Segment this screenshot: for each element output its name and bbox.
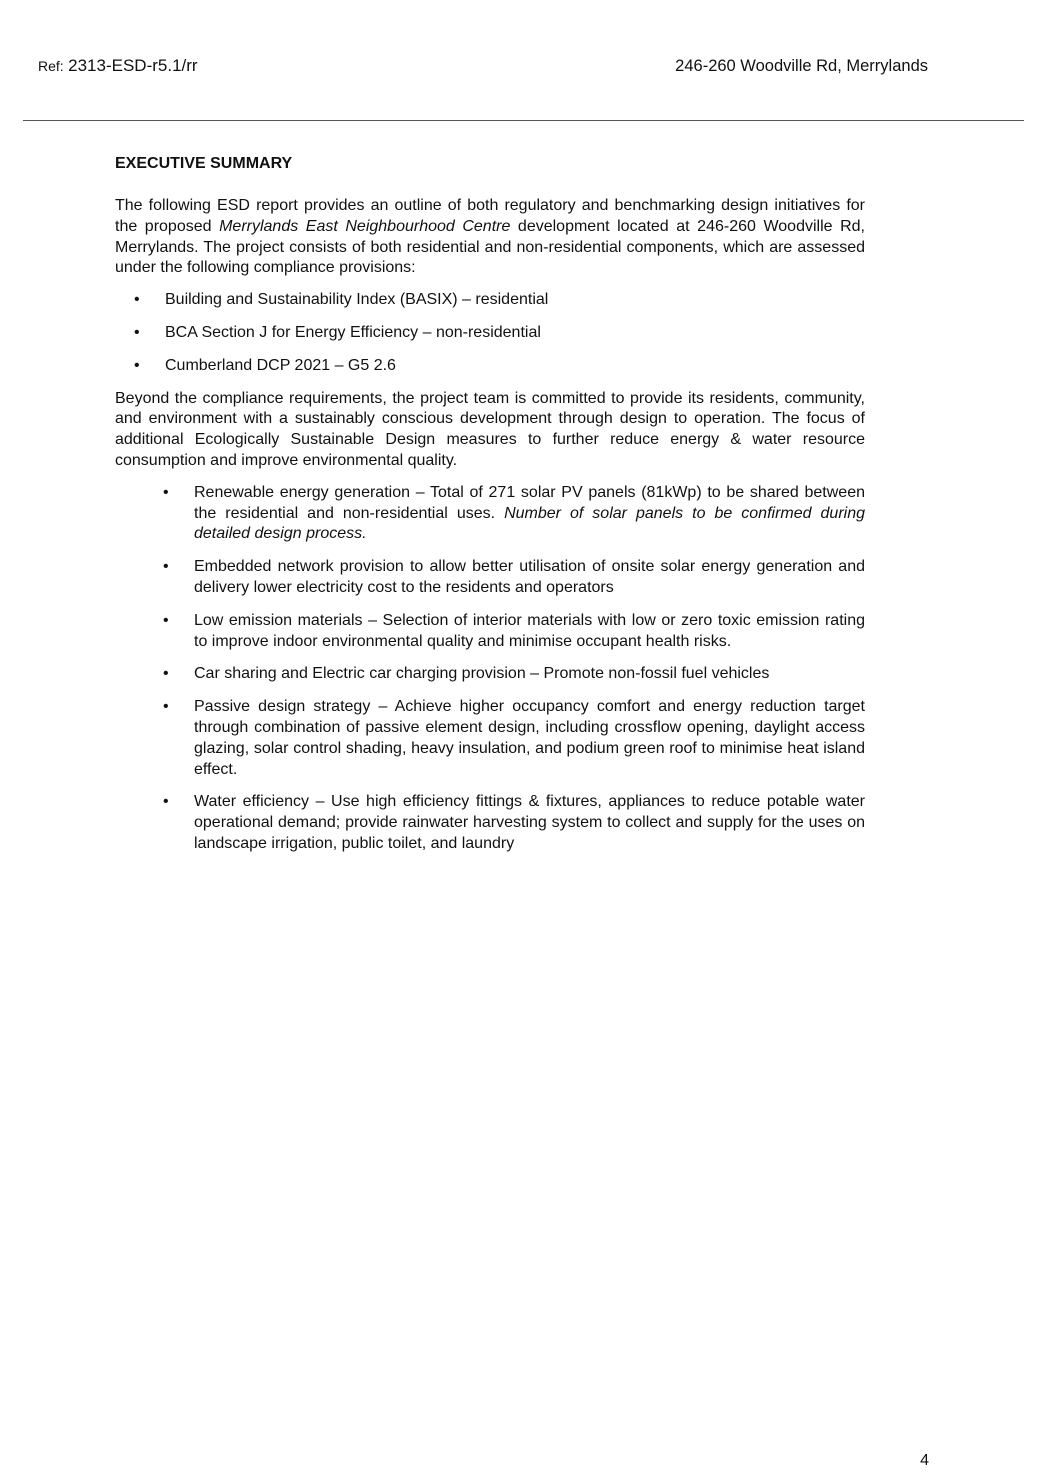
compliance-item (115, 290, 865, 311)
measure-item (115, 483, 865, 545)
beyond-compliance-paragraph: Beyond the compliance requirements, the project team is committed to provide its residents, community, and environment with a sustainably conscious development through design to operation. The focus of additional Ecologically Sustainable Design measures to further reduce energy & water resource consumption and improve environmental quality. (115, 389, 865, 469)
bullet-icon: • (163, 665, 169, 683)
measure-item-text: Embedded network provision to allow better utilisation of onsite solar energy generation and delivery lower electricity cost to the residents and operators (194, 558, 865, 596)
intro-text-1: The following ESD report provides an outline of both regulatory and benchmarking design initiatives for the proposed (115, 197, 865, 235)
bullet-icon: • (163, 793, 169, 811)
esd-measures-list (115, 483, 865, 855)
measure-renewable-note: Number of solar panels to be confirmed during detailed design process. (194, 504, 865, 543)
measure-item (115, 557, 865, 599)
compliance-item (115, 323, 865, 344)
measure-item (115, 611, 865, 653)
compliance-list (115, 290, 865, 376)
bullet-icon: • (163, 698, 169, 716)
bullet-icon: • (134, 323, 140, 341)
compliance-item (115, 356, 865, 377)
measure-item (115, 697, 865, 780)
page-number: 4 (920, 1452, 929, 1469)
measure-item-text: Car sharing and Electric car charging provision – Promote non-fossil fuel vehicles (194, 665, 770, 683)
bullet-icon: • (163, 483, 169, 501)
bullet-icon: • (163, 558, 169, 576)
compliance-item-text: Building and Sustainability Index (BASIX) – residential (165, 291, 549, 309)
section-title: EXECUTIVE SUMMARY (115, 155, 293, 172)
document-reference (38, 56, 198, 76)
measure-item-text: Low emission materials – Selection of interior materials with low or zero toxic emission rating to improve indoor environmental quality and minimise occupant health risks. (194, 611, 865, 650)
intro-paragraph (115, 196, 865, 279)
measure-item (115, 664, 865, 685)
intro-text-2: development located at 246-260 Woodville Rd, Merrylands. The project consists of both residential and non-residential components, which are assessed under the following compliance provisions: (115, 217, 865, 277)
measure-item-text: Water efficiency – Use high efficiency fittings & fixtures, appliances to reduce potable water operational demand; provide rainwater harvesting system to collect and supply for the uses on landscape irrigation, public toilet, and laundry (194, 793, 865, 852)
measure-item (115, 792, 865, 854)
bullet-icon: • (134, 291, 140, 309)
header-address: 246-260 Woodville Rd, Merrylands (675, 57, 928, 75)
project-name: Merrylands East Neighbourhood Centre (219, 217, 511, 235)
ref-label: Ref: (38, 58, 64, 74)
page-content (115, 153, 865, 867)
header-divider (23, 120, 1024, 121)
compliance-item-text: BCA Section J for Energy Efficiency – non-residential (165, 323, 541, 341)
bullet-icon: • (134, 356, 140, 374)
measure-item-text: Passive design strategy – Achieve higher occupancy comfort and energy reduction target through combination of passive element design, including crossflow opening, daylight access glazing, solar control shading, heavy insulation, and podium green roof to minimise heat island effect. (194, 698, 865, 778)
bullet-icon: • (163, 611, 169, 629)
ref-value: 2313-ESD-r5.1/rr (68, 56, 198, 75)
compliance-item-text: Cumberland DCP 2021 – G5 2.6 (165, 356, 396, 374)
measure-renewable-text: Renewable energy generation – Total of 271 solar PV panels (81kWp) to be shared between the residential and non-residential uses. (194, 483, 865, 522)
